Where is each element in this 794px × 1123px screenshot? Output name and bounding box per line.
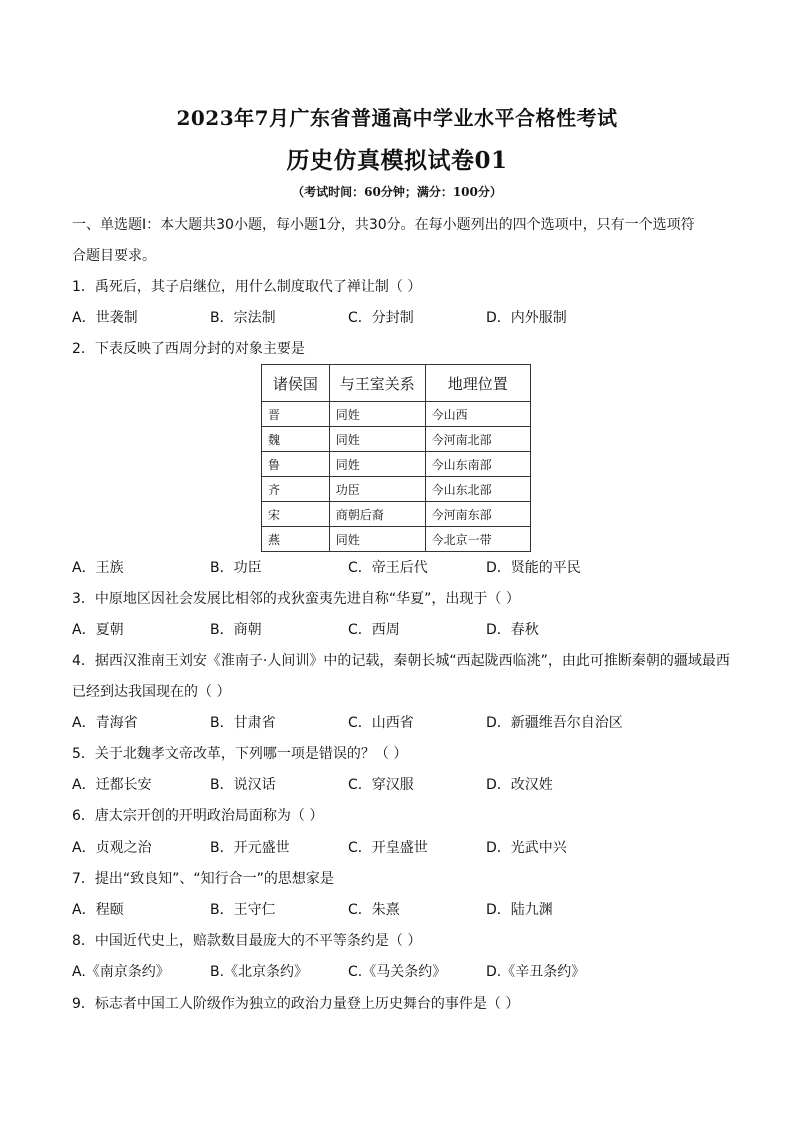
option-c: C．穿汉服 xyxy=(348,777,414,793)
table-row xyxy=(262,452,531,477)
section-instructions-line2: 合题目要求。 xyxy=(72,248,156,264)
option-b: B．甘肃省 xyxy=(210,715,276,731)
question-4-stem-line2: 已经到达我国现在的（ ） xyxy=(72,684,231,700)
question-6-options xyxy=(72,838,732,858)
table-cell: 同姓 xyxy=(329,402,425,427)
question-7-options xyxy=(72,900,732,920)
option-a: A．迁都长安 xyxy=(72,777,152,793)
table-header-cell: 地理位置 xyxy=(425,365,530,402)
table-cell: 同姓 xyxy=(329,427,425,452)
option-c: C．帝王后代 xyxy=(348,560,428,576)
option-d: D．内外服制 xyxy=(486,310,567,326)
option-c: C．开皇盛世 xyxy=(348,840,428,856)
question-1-stem: 1．禹死后，其子启继位，用什么制度取代了禅让制（ ） xyxy=(72,279,422,295)
exam-subject-title: 历史仿真模拟试卷01 xyxy=(286,147,508,174)
option-a: A.《南京条约》 xyxy=(72,964,170,980)
table-cell: 今山东北部 xyxy=(425,477,530,502)
option-d: D．陆九渊 xyxy=(486,902,553,918)
table-cell: 今河南东部 xyxy=(425,502,530,527)
option-c: C．西周 xyxy=(348,622,400,638)
option-b: B．王守仁 xyxy=(210,902,276,918)
question-5-options xyxy=(72,775,732,795)
option-d: D．贤能的平民 xyxy=(486,560,581,576)
table-row xyxy=(262,527,531,552)
table-cell: 同姓 xyxy=(329,452,425,477)
table-row xyxy=(262,502,531,527)
option-a: A．贞观之治 xyxy=(72,840,152,856)
option-a: A．程颐 xyxy=(72,902,124,918)
table-cell: 功臣 xyxy=(329,477,425,502)
question-3-stem: 3．中原地区因社会发展比相邻的戎狄蛮夷先进自称“华夏”，出现于（ ） xyxy=(72,591,520,607)
option-a: A．青海省 xyxy=(72,715,138,731)
question-1-options xyxy=(72,308,732,328)
table-row xyxy=(262,477,531,502)
exam-title: 2023年7月广东省普通高中学业水平合格性考试 xyxy=(176,106,618,130)
table-cell: 燕 xyxy=(262,527,330,552)
option-c: C．山西省 xyxy=(348,715,414,731)
table-row xyxy=(262,427,531,452)
table-cell: 晋 xyxy=(262,402,330,427)
option-b: B．开元盛世 xyxy=(210,840,290,856)
table-cell: 今山西 xyxy=(425,402,530,427)
option-b: B．宗法制 xyxy=(210,310,276,326)
option-d: D.《辛丑条约》 xyxy=(486,964,586,980)
option-d: D．新疆维吾尔自治区 xyxy=(486,715,623,731)
question-5-stem: 5．关于北魏孝文帝改革，下列哪一项是错误的？（ ） xyxy=(72,746,408,762)
table-cell: 今北京一带 xyxy=(425,527,530,552)
question-8-stem: 8．中国近代史上，赔款数目最庞大的不平等条约是（ ） xyxy=(72,933,422,949)
table-cell: 齐 xyxy=(262,477,330,502)
option-c: C．朱熹 xyxy=(348,902,400,918)
table-cell: 鲁 xyxy=(262,452,330,477)
question-2-stem: 2．下表反映了西周分封的对象主要是 xyxy=(72,341,305,357)
table-header-row xyxy=(262,365,531,402)
table-header-cell: 诸侯国 xyxy=(262,365,330,402)
question-3-options xyxy=(72,620,732,640)
table-cell: 同姓 xyxy=(329,527,425,552)
table-cell: 今山东南部 xyxy=(425,452,530,477)
option-d: D．改汉姓 xyxy=(486,777,553,793)
option-d: D．春秋 xyxy=(486,622,539,638)
option-b: B．功臣 xyxy=(210,560,262,576)
option-a: A．王族 xyxy=(72,560,124,576)
option-d: D．光武中兴 xyxy=(486,840,567,856)
option-c: C．分封制 xyxy=(348,310,414,326)
table-cell: 宋 xyxy=(262,502,330,527)
question-2-options xyxy=(72,558,732,578)
question-9-stem: 9．标志者中国工人阶级作为独立的政治力量登上历史舞台的事件是（ ） xyxy=(72,996,520,1012)
table-header-cell: 与王室关系 xyxy=(329,365,425,402)
option-b: B.《北京条约》 xyxy=(210,964,309,980)
option-c: C.《马关条约》 xyxy=(348,964,447,980)
exam-time-info: （考试时间：60分钟；满分：100分） xyxy=(292,185,502,199)
table-row xyxy=(262,402,531,427)
option-a: A．世袭制 xyxy=(72,310,138,326)
table-cell: 魏 xyxy=(262,427,330,452)
section-instructions-line1: 一、单选题Ⅰ：本大题共30小题，每小题1分，共30分。在每小题列出的四个选项中，只有一个选项符 xyxy=(72,217,695,233)
table-cell: 商朝后裔 xyxy=(329,502,425,527)
option-b: B．商朝 xyxy=(210,622,262,638)
option-a: A．夏朝 xyxy=(72,622,124,638)
option-b: B．说汉话 xyxy=(210,777,276,793)
question-7-stem: 7．提出“致良知”、“知行合一”的思想家是 xyxy=(72,871,334,887)
table-cell: 今河南北部 xyxy=(425,427,530,452)
question-4-stem-line1: 4．据西汉淮南王刘安《淮南子·人间训》中的记载，秦朝长城“西起陇西临洮”，由此可推断秦朝的疆域最西 xyxy=(72,653,730,669)
question-4-options xyxy=(72,713,732,733)
question-6-stem: 6．唐太宗开创的开明政治局面称为（ ） xyxy=(72,808,324,824)
fief-table xyxy=(261,364,531,550)
question-8-options xyxy=(72,962,732,982)
